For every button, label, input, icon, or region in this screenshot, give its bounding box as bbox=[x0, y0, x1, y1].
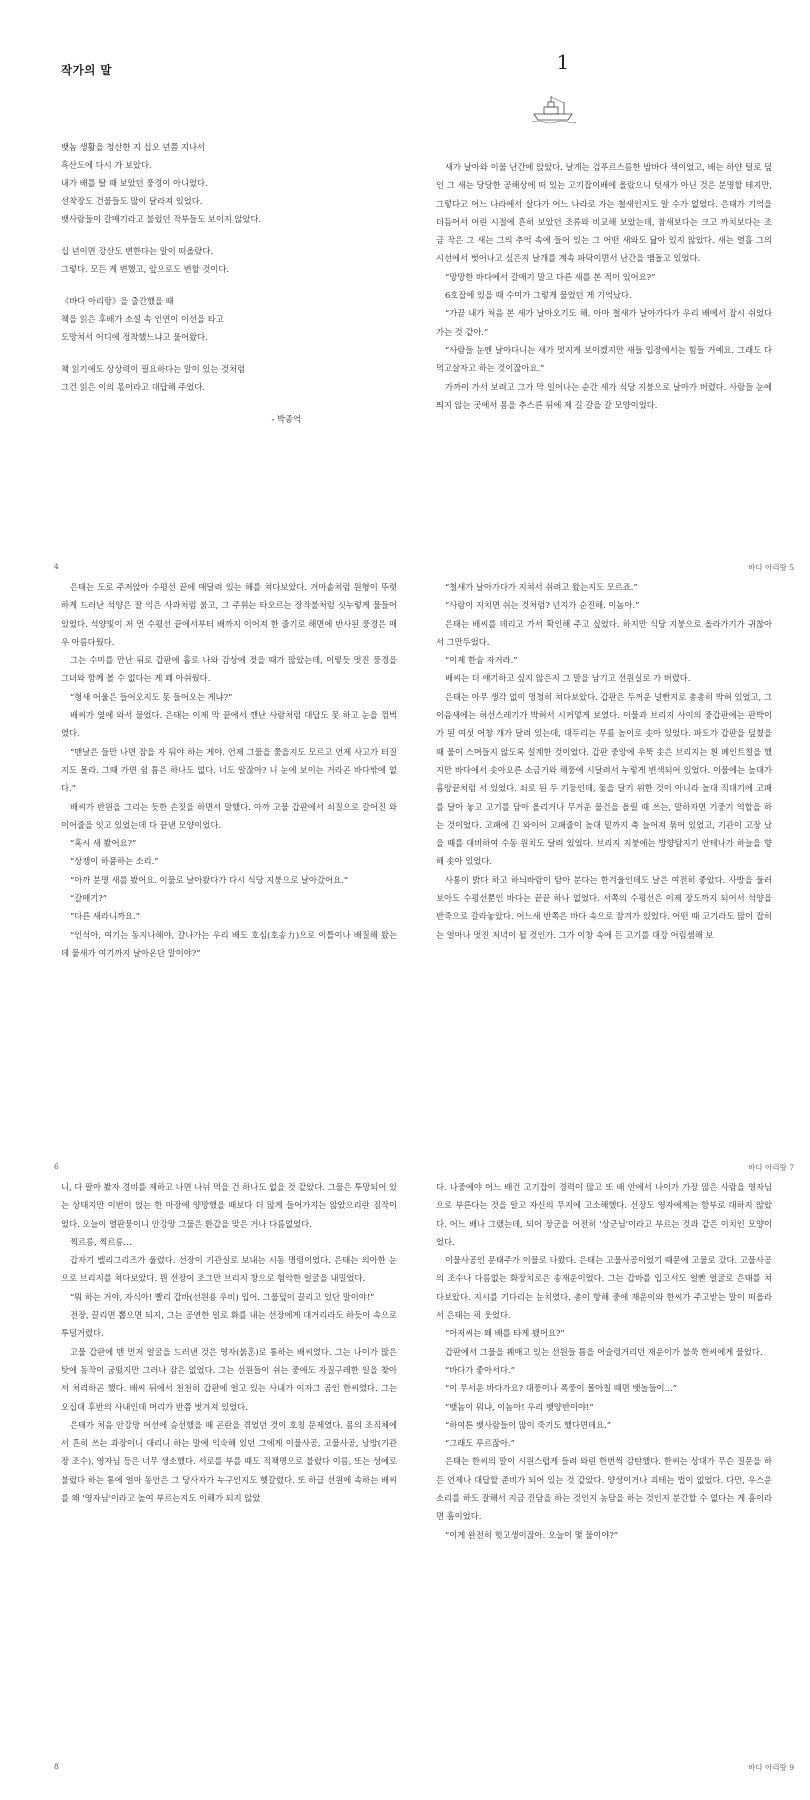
stanza-gap bbox=[61, 228, 391, 242]
author-note-poem bbox=[61, 138, 391, 428]
poem-line: 십 년이면 강산도 변한다는 말이 떠올랐다. bbox=[61, 246, 214, 256]
paragraph: 배씨는 더 얘기하고 싶지 않은지 그 말을 남기고 선원실로 가 버렸다. bbox=[445, 673, 691, 684]
paragraph: “이제 한숨 자거라.” bbox=[445, 655, 518, 666]
paragraph: “아까 분명 새를 봤어요. 이물로 날아왔다가 다시 식당 지붕으로 날아갔어요.” bbox=[70, 874, 348, 885]
spread-3 bbox=[0, 1182, 810, 1800]
paragraph: “형새 어울은 들어오지도 못 들어오는 게냐?” bbox=[70, 691, 233, 702]
paragraph: 이물사공인 문태주가 이물로 나왔다. 은태는 고물사공이었기 때문에 고물로 갔다. 고물사공의 조수나 다름없는 화장치로은 송재운이었다. 그는 갑바를 입고서도 얼빤 얼굴로 은태를 쳐다보았다. 지시를 기다리는 눈치였다. 총이 항해 중에 재운이와 한씨가 주고받는 말이 떠올라서 은태는 픽 웃었다. bbox=[436, 1255, 772, 1321]
paragraph: “가끔 내가 처음 본 새가 날아오기도 해. 아마 철새가 날아가다가 우리 배에서 잠시 쉬었다 가는 것 같아.” bbox=[436, 308, 772, 337]
section-title: 작가의 말 bbox=[61, 63, 112, 77]
poem-line: 흑산도에 다시 가 보았다. bbox=[61, 160, 152, 170]
folio-right: 바다 아리랑 9 bbox=[748, 1763, 794, 1772]
poem-line: 책을 읽은 후배가 소설 속 인연이 이선을 타고 bbox=[61, 314, 224, 324]
page-4 bbox=[28, 0, 408, 600]
page-7 bbox=[428, 582, 808, 1200]
paragraph: “갈매기?” bbox=[70, 893, 107, 904]
chapter-number: 1 bbox=[556, 50, 570, 74]
body-text bbox=[436, 578, 772, 944]
paragraph: 그는 수미를 만난 뒤로 갑판에 홀로 나와 감상에 젖을 때가 많았는데, 이렇듯 멋진 풍경을 그녀와 함께 볼 수 없다는 게 꽤 아쉬웠다. bbox=[61, 655, 397, 684]
paragraph: 다. 나중에야 어느 배건 고기잡이 경력이 많고 또 배 안에서 나이가 가장 많은 사람을 영자님으로 부른다는 것을 알고 자신의 무지에 고소해했다. 선장도 영자에게는 함부로 대하지 않았다. 어느 배나 그랬는데, 되어 장군을 어전히 '상군님'이라고 부르는 것과 같은 이치인 모양이었다. bbox=[436, 1182, 772, 1247]
paragraph: “다른 새라니까요.” bbox=[70, 911, 140, 922]
paragraph: “사람이 지치면 쉬는 것처럼? 넌지가 순진해. 이놈아.” bbox=[445, 600, 640, 611]
poem-line: 뱃놈 생활을 청산한 지 십오 년쯤 지나서 bbox=[61, 142, 206, 152]
spread-1 bbox=[0, 0, 810, 600]
page-9 bbox=[428, 1182, 808, 1800]
paragraph: “사람들 눈엔 날아다니는 새가 멋지게 보이겠지만 새들 입장에서는 힘들 거예요. 그래도 다 먹고살자고 하는 것이잖아요.” bbox=[436, 344, 772, 374]
ship-icon bbox=[532, 96, 576, 128]
paragraph: “철새가 날아가다가 지쳐서 쉬려고 왔는지도 모르죠.” bbox=[445, 582, 638, 592]
body-text bbox=[436, 158, 772, 414]
folio-left: 6 bbox=[54, 1162, 59, 1171]
paragraph: “바다가 좋아서다.” bbox=[445, 1364, 515, 1375]
poem-line: 뱃사람들이 갈매기라고 불렀던 작부들도 보이지 않았다. bbox=[61, 214, 262, 224]
paragraph: 새가 날아와 이물 난간에 앉았다. 날개는 검푸르스름한 밤바다 색이었고, 배는 하얀 털로 덮인 그 새는 당당한 공해상에 떠 있는 고기잡이배에 올랐으니 텃새가 아닌 것은 분명할 테지만, 그렇다고 어느 나라에서 살다가 어느 나라로 가는 철새인지도 알 수가 없었다. 은태가 기억을 더듬어서 어린 시절에 흔히 보았던 조류와 비교해 보았는데, 참새보다는 크고 까치보다는 조금 작은 그 새는 그의 추억 속에 들어 있는 그 어떤 새와도 닮아 있지 않았다. 새는 열흘 그의 시선에서 벗어나고 싶은지 날개를 계속 파닥이면서 난간을 맴돌고 있었다. bbox=[436, 162, 772, 264]
poem-line: 그건 읽은 이의 몫이라고 대답해 주었다. bbox=[61, 382, 206, 392]
page-8 bbox=[28, 1182, 408, 1800]
paragraph: 은태는 배씨를 데리고 가서 확인해 주고 싶었다. 하지만 식당 지붕으로 올라가기가 귀찮아서 그만두었다. bbox=[436, 618, 772, 647]
paragraph: “맨날은 들만 나면 잠을 자 둬야 하는 게야. 언제 그물을 쭘을지도 모르고 언제 사고가 터질지도 몰라. 그때 가면 쉼 틈은 하나도 없다. 너도 알잖아? 니 눈에 보이는 거라곤 바다밖에 없다.” bbox=[61, 746, 397, 794]
paragraph: “하여튼 뱃사람들이 많이 죽기도 했다면데요.” bbox=[445, 1419, 611, 1430]
paragraph: 전장, 끌리면 뽑으면 되지, 그는 공연한 일로 화를 내는 선장에게 대거리라도 하듯이 속으로 투덜거렸다. bbox=[61, 1310, 397, 1339]
page-5 bbox=[428, 0, 808, 600]
stanza-gap bbox=[61, 346, 391, 360]
paragraph: “이게 완전히 헛고생이잖아. 오늘이 몇 물이야?” bbox=[445, 1529, 619, 1540]
paragraph: “인석아, 여기는 동지나해야, 갈나가는 우리 배도 호심(호송力)으로 이틀이나 배질해 왔는데 뭍새가 여기까지 날아온단 말이야?” bbox=[61, 929, 397, 958]
poem-line: 책 읽기에도 상상력이 필요하다는 말이 있는 것처럼 bbox=[61, 364, 246, 374]
poem-line: 그렇다. 모든 게 변했고, 앞으로도 변할 것이다. bbox=[61, 264, 230, 274]
author-signature: - 박종억 bbox=[271, 414, 301, 424]
poem-line: 내가 배를 탈 때 보았던 풍경이 아니었다. bbox=[61, 178, 208, 188]
paragraph: “뱃놈이 뭐냐, 이놈아! 우리 뱃양반이야!” bbox=[445, 1401, 594, 1412]
page-6 bbox=[28, 582, 408, 1200]
paragraph: 은태는 한씨의 말이 시원스럽게 들려 와린 한번씩 감탄했다. 한씨는 상대가 무슨 질문을 하든 언제나 대답할 준비가 되어 있는 것 같았다. 양성이거나 괴테는 법이 없었다. 다만, 우스운 소리를 하도 잘해서 지금 진담을 하는 것인지 농담을 하는 것인지 분간할 수 없다는 게 흠이라면 흠이었다. bbox=[436, 1456, 772, 1522]
paragraph: 배씨가 반원을 그리는 듯한 손짓을 하면서 말했다. 아까 고물 갑판에서 쇠질으로 갈어진 와이어줄을 잇고 있었는데 다 끝낸 모양이었다. bbox=[61, 801, 397, 830]
body-text bbox=[436, 1178, 772, 1544]
paragraph: 니, 다 팔아 봤자 경비를 제하고 나면 나뉘 먹을 건 하나도 없을 것 같았다. 그물은 투망되어 있는 상태지만 이번이 얹는 한 마장에 양망했을 때보다 더 많게 들어가지는 않았으리란 짐작이었다. 오늘이 열판뭉이니 안강망 그물은 환갑을 맞은 거나 다름없었다. bbox=[61, 1182, 398, 1229]
paragraph: “아저씨는 왜 배를 타게 됐어요?” bbox=[445, 1328, 565, 1339]
paragraph: 은태가 처음 안강망 어선에 승선했을 때 곤란을 겪었던 것이 호칭 문제였다. 몸의 조직체에서 흔히 쓰는 과장이니 대리니 하는 말에 익숙해 있던 그에게 이물사공, 고물사공, 낭방(기관장 조수), 영자님 등은 너무 생소했다. 서로를 부를 때도 직책명으로 불렀다 이름, 또는 성에로 불렀다 하는 통에 얼마 동안은 그 당사자가 누구인지도 헷갈렸다. 또 하급 선원에 속하는 배씨를 왜 '영자님'이라고 높여 부르는지도 이해가 되지 않았 bbox=[61, 1419, 397, 1504]
paragraph: 은태는 아무 생각 없이 멍청히 쳐다보았다. 갑판은 두꺼운 널빤지로 총총히 박혀 있었고, 그 이음새에는 허선스레기가 박혀서 시커멓게 보였다. 이물과 브리지 사이의 중갑판에는 판박이가 된 여섯 어창 개가 달려 있는데, 대두리는 무릎 높이로 솟아 있었다. 파도가 갑판을 덮쳤을 때 물이 스며들지 않도록 설계한 것이었다. 갑판 중앙에 우뚝 솟은 브리지는 흰 페인트칠을 했지만 바다에서 솟아오른 소금기와 해풍에 시달려서 누렇게 변색되어 있었다. 이물에는 높대가 흉앙끝처럼 서 있었다. 쇠로 된 두 기둥인데, 돛을 달기 위한 것이 아니라 높대 직대기에 고패를 달아 놓고 고기를 담아 올리거나 무거운 물건을 올릴 때 쓰는, 말하자면 기중기 역할을 하는 것이었다. 고패에 긴 와이어 고패줄이 높대 밑까지 축 늘어져 묶어 있었고, 기관이 고장 났을 때를 대비하여 수동 원치도 달려 있었다. 브리지 지붕에는 방향탐지기 안테나가 하늘을 향해 솟아 있었다. bbox=[436, 691, 772, 867]
stanza-gap bbox=[61, 278, 391, 292]
paragraph: 배씨가 옆에 와서 물었다. 은태는 이제 막 끝에서 깬난 사람처럼 대답도 못 하고 눈을 껌벅였다. bbox=[61, 710, 397, 739]
paragraph: 6호잡에 있을 때 수미가 그렇게 물었던 게 기억났다. bbox=[445, 290, 632, 301]
body-text bbox=[61, 578, 397, 962]
paragraph: “혹시 새 봤어요?” bbox=[70, 838, 137, 849]
paragraph: 갑판에서 그물을 꿰매고 있는 선원들 틈을 어슬렁거리던 재운이가 불쑥 한씨에게 물었다. bbox=[445, 1346, 763, 1357]
spread-2 bbox=[0, 582, 810, 1200]
poem-line: 도망쳐서 어디에 정착했느냐고 물어왔다. bbox=[61, 332, 208, 342]
paragraph: “이 무서운 바다가요? 대풍이나 폭풍이 몰아칠 때면 뱃놀들이…” bbox=[445, 1383, 678, 1394]
folio-right: 바다 아리랑 5 bbox=[748, 563, 794, 572]
paragraph: “망망한 바다에서 갈매기 말고 다른 새를 본 적이 있어요?” bbox=[445, 271, 656, 282]
paragraph: “상쟁이 하품하는 소리.” bbox=[70, 856, 159, 867]
paragraph: 갑자기 벨리그리즈가 울렸다. 선장이 기관실로 보내는 시동 명령이었다. 은태는 의아한 눈으로 브리지를 쳐다보았다. 뭔 선장이 조그만 브리지 창으로 험악한 얼굴을 내밀었다. bbox=[61, 1255, 397, 1284]
poem-line: 《바다 아리랑》을 출간했을 때 bbox=[61, 296, 174, 306]
folio-left: 4 bbox=[54, 562, 59, 571]
body-text bbox=[61, 1178, 397, 1507]
paragraph: 은태는 도로 주저앉아 수평선 끝에 매달려 있는 해를 쳐다보았다. 거마솥처럼 원형이 뚜렷하게 드러난 석양은 잘 익은 사과처럼 붉고, 그 주위는 타오르는 장작불처럼 싯누렇게 물들어 있었다. 석양빛이 저 먼 수평선 끝에서부터 배까지 이어져 한 줄기로 해면에 반사된 풍경은 매우 아름다웠다. bbox=[61, 582, 397, 647]
paragraph: “뭐 하는 거야, 자식아! 빨리 갑바(선원용 우비) 입어. 그물덮이 끌리고 있단 말이야!” bbox=[70, 1291, 375, 1302]
folio-right: 바다 아리랑 7 bbox=[748, 1163, 794, 1172]
paragraph: 고물 갑판에 맨 먼저 얼굴을 드러낸 것은 영자(붉혼)로 통하는 배씨였다. 그는 나이가 많은 탓에 동작이 굼떴지만 그러나 잠은 없었다. 그는 선원들이 쉬는 중에도 자질구레한 일을 찾아서 처리하곤 했다. 배씨 뒤에서 천천히 갑판에 얼고 있는 사내가 이자그 곰인 한씨였다. 그는 오십대 후반의 사내인데 머리가 반쯤 벗겨져 있었다. bbox=[61, 1346, 397, 1412]
folio-left: 8 bbox=[54, 1762, 59, 1771]
paragraph: 사통이 밝다 하고 하늬바람이 탐아 분다는 한겨울인데도 날은 여전히 좋았다. 사방을 둘러보아도 수평선뿐인 바다는 끝끝 하나 없었다. 서쪽의 수평선은 이제 장도까지 되어서 석양을 반죽으로 갈라놓았다. 어느새 반쪽은 바다 속으로 잠겨가 있었다. 어떤 때 고기라도 많이 잡히는 얼마나 멋진 저녁이 될 것인가. 그가 이창 속에 든 고기를 대강 어림셈해 보 bbox=[436, 874, 772, 940]
paragraph: 찍르릉, 찍르릉… bbox=[70, 1236, 132, 1247]
paragraph: “그래도 푸르잖아.” bbox=[445, 1438, 515, 1449]
paragraph: 가까이 가서 보려고 그가 막 일어나는 순간 새가 식당 지붕으로 날아가 버렸다. 사람들 눈에 띄지 않는 곳에서 몸을 추스른 뒤에 제 길 갈을 갈 모양이었다. bbox=[436, 381, 772, 410]
poem-line: 선착장도 건물들도 많이 달라져 있었다. bbox=[61, 196, 203, 206]
